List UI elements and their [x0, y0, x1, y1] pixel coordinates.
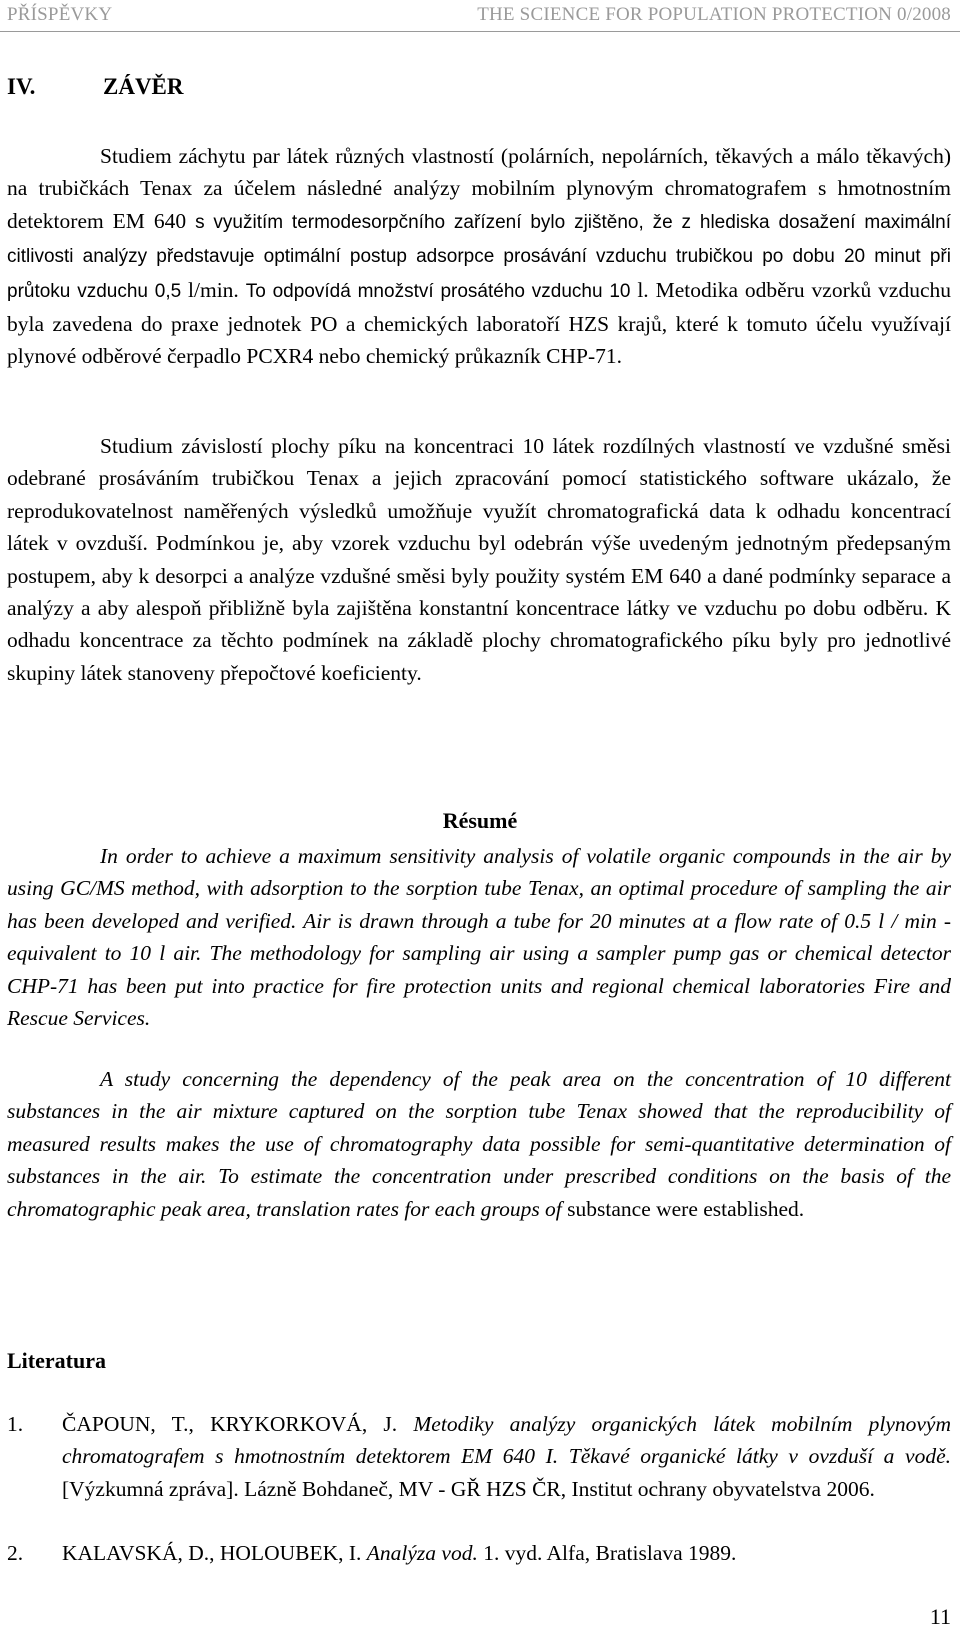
literature-title: Literatura: [7, 1348, 106, 1373]
reference-number: 1.: [7, 1412, 24, 1436]
header-section-label: PŘÍSPĚVKY: [7, 4, 113, 25]
conclusion-p1-part-a: Studiem záchytu par látek různých vlastností (polárních, nepolárních, těkavých a málo těkavých) na trubičkách Tenax za účelem následné analýzy mobilním plynovým chromatografem s hmotnostním detektorem EM 640: [7, 144, 951, 233]
resume-paragraph-2: [7, 1063, 951, 1225]
conclusion-p1-part-c: l/min.: [188, 277, 246, 302]
reference-text: [62, 1408, 951, 1505]
reference-item: [7, 1537, 951, 1569]
section-title: ZÁVĚR: [103, 74, 184, 99]
reference-authors: KALAVSKÁ, D., HOLOUBEK, I.: [62, 1541, 367, 1565]
resume-p2-italic: A study concerning the dependency of the peak area on the concentration of 10 different substances in the air mixture captured on the sorption tube Tenax showed that the reproducibility of measured results makes the use of chromatography data possible for semi-quantitative determination of substances in the air. To estimate the concentration under prescribed conditions on the basis of the chromatographic peak area, translation rates for each groups of: [7, 1067, 951, 1221]
conclusion-paragraph-2: Studium závislostí plochy píku na koncentraci 10 látek rozdílných vlastností ve vzdušné směsi odebrané prosáváním trubičkou Tenax a jejich zpracování pomocí statistického software ukázalo, že reprodukovatelnost naměřených výsledků umožňuje využít chromatografická data k odhadu koncentrací látek v ovzduší. Podmínkou je, aby vzorek vzduchu byl odebrán výše uvedeným jednotným předepsaným postupem, aby k desorpci a analýze vzdušné směsi byly použity systém EM 640 a dané podmínky separace a analýzy a aby alespoň přibližně byla zajištěna konstantní koncentrace látky ve vzduchu po dobu odběru. K odhadu koncentrace za těchto podmínek na základě plochy chromatografického píku byly pro jednotlivé skupiny látek stanoveny přepočtové koeficienty.: [7, 434, 951, 685]
resume-p2-normal: substance were established.: [567, 1196, 805, 1221]
reference-title: Metodiky analýzy organických látek mobilním plynovým chromatografem s hmotnostním detektorem EM 640 I. Těkavé organické látky v ovzduší a vodě.: [62, 1412, 951, 1469]
page-number: 11: [929, 1604, 951, 1629]
reference-number: 2.: [7, 1541, 24, 1565]
reference-authors: ČAPOUN, T., KRYKORKOVÁ, J.: [62, 1412, 414, 1436]
resume-paragraph-1: In order to achieve a maximum sensitivity analysis of volatile organic compounds in the air by using GC/MS method, with adsorption to the sorption tube Tenax, an optimal procedure of sampling the air has been developed and verified. Air is drawn through a tube for 20 minutes at a flow rate of 0.5 l / min - equivalent to 10 l air. The methodology for sampling air using a sampler pump gas or chemical detector CHP-71 has been put into practice for fire protection units and regional chemical laboratories Fire and Rescue Services.: [7, 844, 951, 1031]
header-rule: [0, 31, 960, 32]
conclusion-p1-part-b: s využitím termodesorpčního zařízení bylo zjištěno, že z hlediska dosažení maximální citlivosti analýzy představuje optimální postup adsorpce prosávání vzduchu trubičkou po dobu 20 minut při průtoku vzduchu 0,5: [7, 211, 951, 302]
reference-details: [Výzkumná zpráva]. Lázně Bohdaneč, MV - GŘ HZS ČR, Institut ochrany obyvatelstva 2006.: [62, 1476, 875, 1501]
section-number: IV.: [7, 74, 36, 99]
resume-title: Résumé: [442, 808, 518, 833]
conclusion-p1-part-e: l. Metodika odběru vzorků vzduchu byla zavedena do praxe jednotek PO a chemických laboratoří HZS krajů, které k tomuto účelu využívají plynové odběrové čerpadlo PCXR4 nebo chemický průkazník CHP-71.: [7, 277, 951, 369]
conclusion-p1-part-d: To odpovídá množství prosátého vzduchu 10: [245, 280, 638, 302]
running-header: [7, 4, 951, 30]
reference-title: Analýza vod.: [366, 1541, 478, 1565]
conclusion-paragraph-1: [7, 140, 951, 373]
reference-item: [7, 1408, 951, 1505]
reference-text: [62, 1537, 951, 1569]
reference-details: 1. vyd. Alfa, Bratislava 1989.: [477, 1541, 737, 1565]
header-journal-title: THE SCIENCE FOR POPULATION PROTECTION 0/2008: [477, 4, 951, 25]
